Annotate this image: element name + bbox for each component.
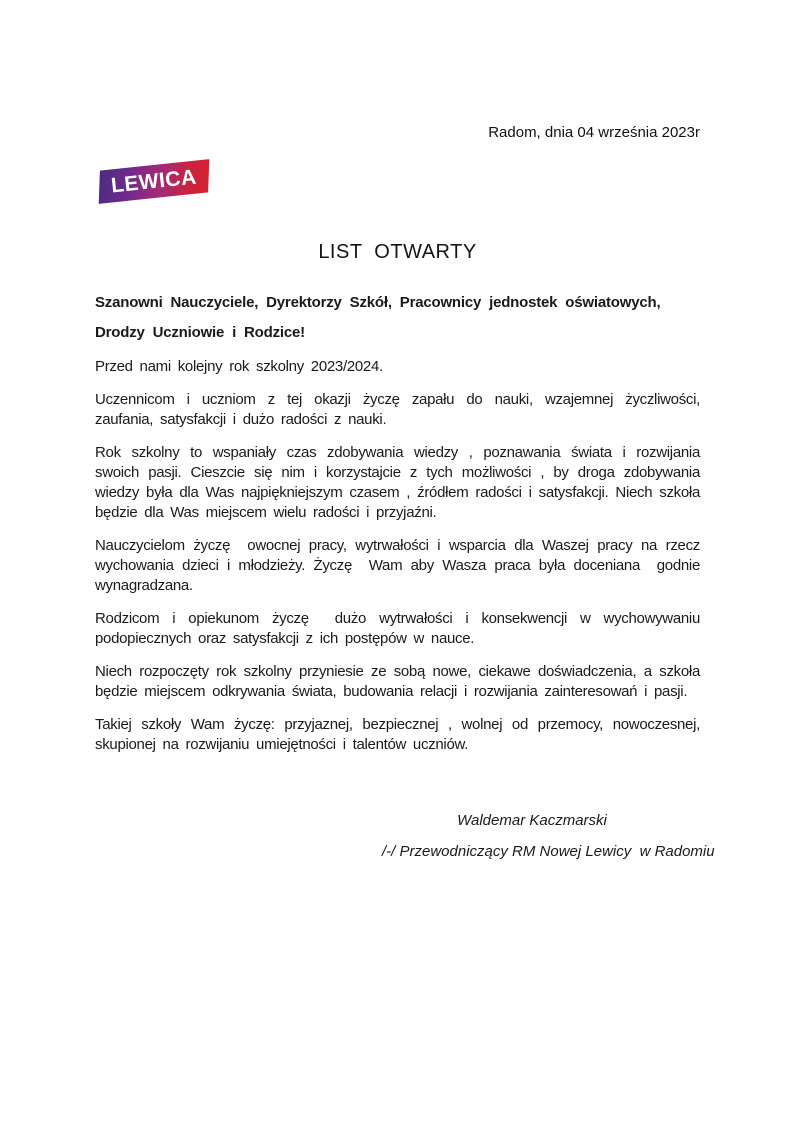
lewica-logo-text: LEWICA: [110, 165, 198, 197]
paragraphs-block: [95, 357, 707, 755]
letter-body: [95, 293, 715, 862]
letter-paragraph: Przed nami kolejny rok szkolny 2023/2024.: [95, 358, 383, 375]
signature-block: [382, 811, 715, 862]
salutation-line: Szanowni Nauczyciele, Dyrektorzy Szkół, Pracownicy jednostek oświatowych,: [95, 294, 661, 311]
date-line: Radom, dnia 04 września 2023r: [488, 124, 700, 141]
signature-name: Waldemar Kaczmarski: [457, 812, 607, 829]
salutation-block: [95, 293, 700, 343]
letter-paragraph: Uczennicom i uczniom z tej okazji życzę zapału do nauki, wzajemnej życzliwości, zaufania, satysfakcji i dużo radości z nauki.: [95, 391, 707, 428]
letter-paragraph: Takiej szkoły Wam życzę: przyjaznej, bezpiecznej , wolnej od przemocy, nowoczesnej, skupionej na rozwijaniu umiejętności i talentów uczniów.: [95, 716, 707, 753]
letter-paragraph: Niech rozpoczęty rok szkolny przyniesie ze sobą nowe, ciekawe doświadczenia, a szkoła będzie miejscem odkrywania świata, budowania relacji i rozwijania zainteresowań i pasji.: [95, 663, 707, 700]
letter-paragraph: Nauczycielom życzę owocnej pracy, wytrwałości i wsparcia dla Waszej pracy na rzecz wychowania dzieci i młodzieży. Życzę Wam aby Wasza praca była doceniana godnie wynagradzana.: [95, 537, 707, 594]
letter-paragraph: Rok szkolny to wspaniały czas zdobywania wiedzy , poznawania świata i rozwijania swoich pasji. Cieszcie się nim i korzystajcie z tych możliwości , by droga zdobywania wiedzy była dla Was najpiękniejszym czasem , źródłem radości i satysfakcji. Niech szkoła będzie dla Was miejscem wielu radości i przyjaźni.: [95, 444, 707, 521]
letter-title: LIST OTWARTY: [318, 241, 477, 263]
lewica-logo: [97, 157, 700, 215]
letter-paragraph: Rodzicom i opiekunom życzę dużo wytrwałości i konsekwencji w wychowywaniu podopiecznych oraz satysfakcji z ich postępów w nauce.: [95, 610, 707, 647]
salutation-line: Drodzy Uczniowie i Rodzice!: [95, 324, 305, 341]
lewica-logo-banner: [99, 159, 210, 204]
signature-role: /-/ Przewodniczący RM Nowej Lewicy w Radomiu: [382, 843, 715, 860]
